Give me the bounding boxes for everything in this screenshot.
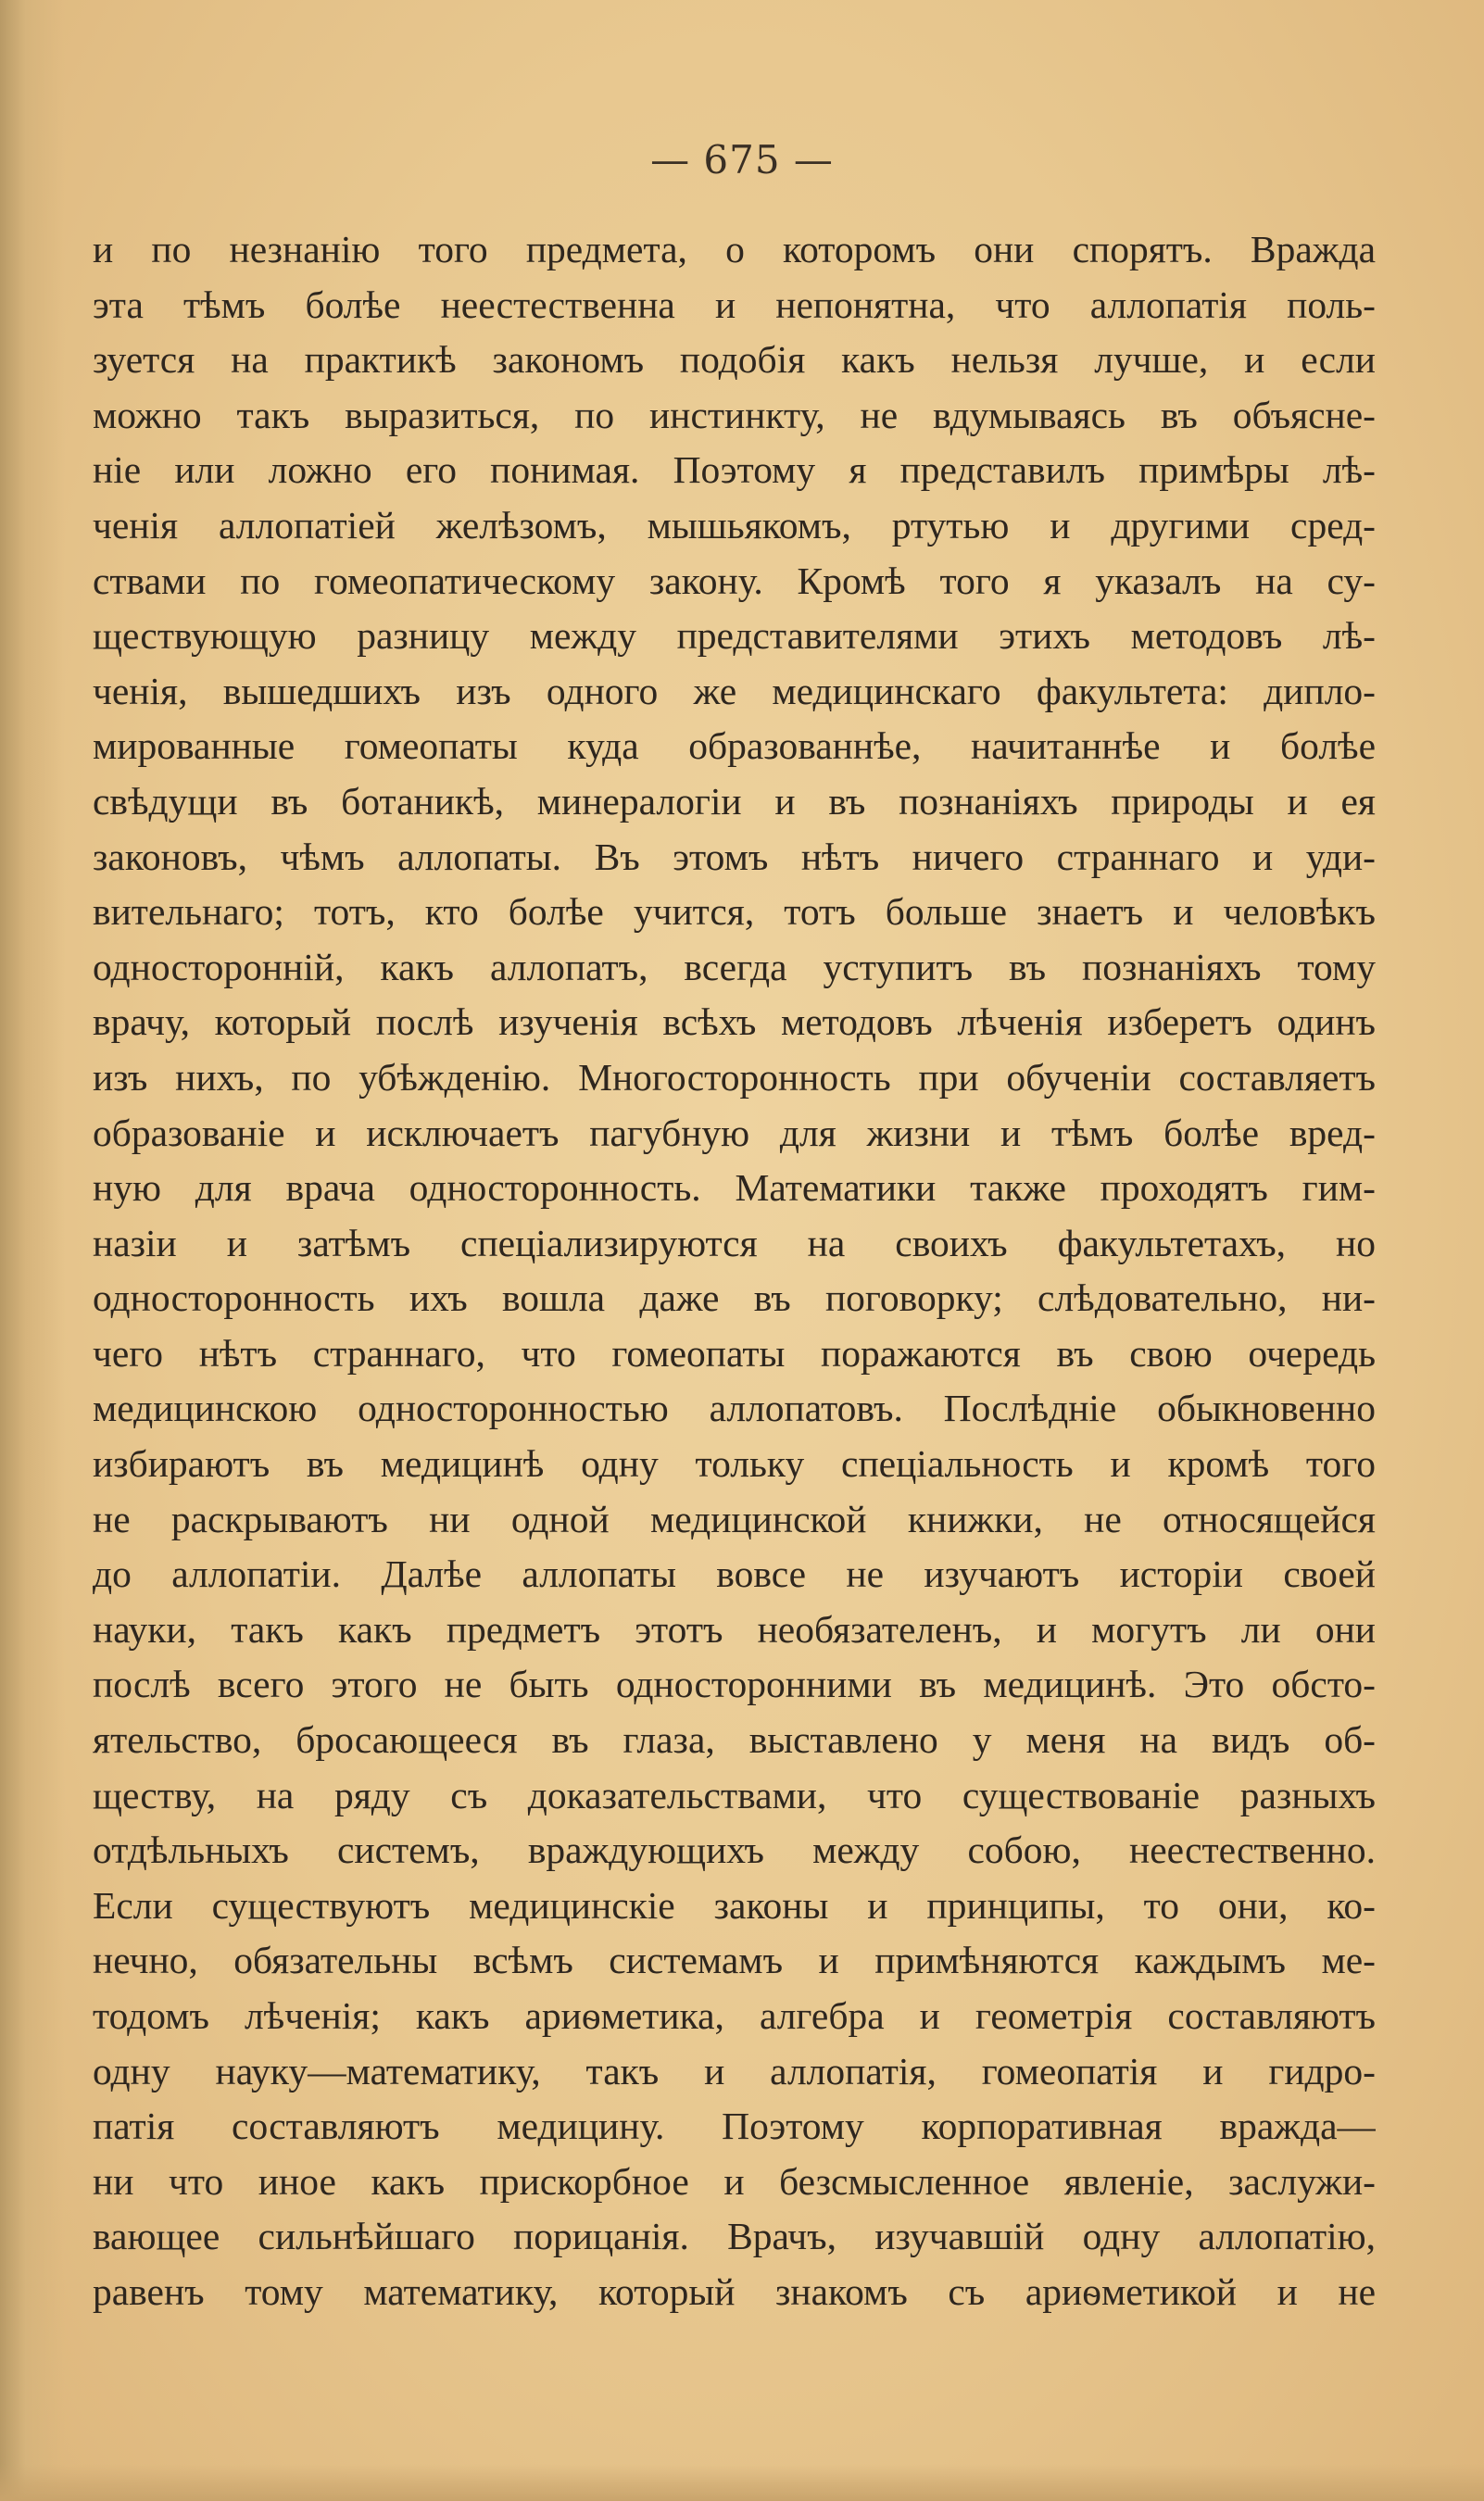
text-line: науки, такъ какъ предметъ этотъ необязателенъ, и могутъ ли они [93,1607,1376,1651]
text-line: избираютъ въ медицинѣ одну тольку спеціальность и кромѣ того [93,1442,1376,1486]
text-line: эта тѣмъ болѣе неестественна и непонятна, что аллопатія поль- [93,283,1376,326]
text-line: образованіе и исключаетъ пагубную для жизни и тѣмъ болѣе вред- [93,1111,1376,1154]
page-binding-edge [0,0,65,2501]
text-line: одну науку—математику, такъ и аллопатія, гомеопатія и гидро- [93,2049,1376,2093]
text-line: тодомъ лѣченія; какъ ариѳметика, алгебра и геометрія составляютъ [93,1994,1376,2037]
text-line: ствами по гомеопатическому закону. Кромѣ того я указалъ на су- [93,559,1376,602]
text-line: законовъ, чѣмъ аллопаты. Въ этомъ нѣтъ ничего страннаго и уди- [93,835,1376,878]
text-line: односторонность ихъ вошла даже въ поговорку; слѣдовательно, ни- [93,1276,1376,1320]
text-line: вающее сильнѣйшаго порицанія. Врачъ, изучавшій одну аллопатію, [93,2215,1376,2258]
text-line: чего нѣтъ страннаго, что гомеопаты поражаются въ свою очередь [93,1331,1376,1375]
text-line: ятельство, бросающееся въ глаза, выставлено у меня на видъ об- [93,1718,1376,1762]
text-line: Если существуютъ медицинскіе законы и принципы, то они, ко- [93,1883,1376,1927]
text-line: можно такъ выразиться, по инстинкту, не вдумываясь въ объясне- [93,393,1376,436]
text-line: ществующую разницу между представителями этихъ методовъ лѣ- [93,614,1376,658]
text-line: ченія, вышедшихъ изъ одного же медицинскаго факультета: дипло- [93,669,1376,712]
text-line: нечно, обязательны всѣмъ системамъ и примѣняются каждымъ ме- [93,1939,1376,1982]
text-line: мированные гомеопаты куда образованнѣе, начитаннѣе и болѣе [93,724,1376,768]
text-line: ную для врача односторонность. Математики также проходятъ гим- [93,1166,1376,1210]
text-line: односторонній, какъ аллопатъ, всегда уступитъ въ познаніяхъ тому [93,945,1376,988]
text-line: и по незнанію того предмета, о которомъ они спорятъ. Вражда [93,228,1376,270]
text-line: ни что иное какъ прискорбное и безсмысленное явленіе, заслужи- [93,2159,1376,2203]
text-line: послѣ всего этого не быть односторонними въ медицинѣ. Это обсто- [93,1663,1376,1706]
text-line: ществу, на ряду съ доказательствами, что существованіе разныхъ [93,1773,1376,1816]
text-line: ніе или ложно его понимая. Поэтому я представилъ примѣры лѣ- [93,448,1376,492]
body-text [93,222,1376,2320]
text-line: врачу, который послѣ изученія всѣхъ методовъ лѣченія изберетъ одинъ [93,1000,1376,1044]
text-line: свѣдущи въ ботаникѣ, минералогіи и въ познаніяхъ природы и ея [93,779,1376,823]
text-line: равенъ тому математику, который знакомъ съ ариѳметикой и не [93,2269,1376,2313]
text-line: патія составляютъ медицину. Поэтому корпоративная вражда— [93,2105,1376,2148]
text-line: не раскрываютъ ни одной медицинской книжки, не относящейся [93,1497,1376,1540]
text-line: медицинскою односторонностью аллопатовъ. Послѣдніе обыкновенно [93,1387,1376,1430]
text-line: изъ нихъ, по убѣжденію. Многосторонность при обученіи составляетъ [93,1055,1376,1099]
text-line: до аллопатіи. Далѣе аллопаты вовсе не изучаютъ исторіи своей [93,1552,1376,1596]
text-line: отдѣльныхъ системъ, враждующихъ между собою, неестественно. [93,1829,1376,1872]
text-line: вительнаго; тотъ, кто болѣе учится, тотъ больше знаетъ и человѣкъ [93,890,1376,934]
page-bottom-edge [0,2464,1484,2501]
page-number: — 675 — [650,137,834,182]
text-line: назіи и затѣмъ спеціализируются на своихъ факультетахъ, но [93,1221,1376,1264]
text-line: ченія аллопатіей желѣзомъ, мышьякомъ, ртутью и другими сред- [93,503,1376,547]
text-line: зуется на практикѣ закономъ подобія какъ нельзя лучше, и если [93,338,1376,382]
